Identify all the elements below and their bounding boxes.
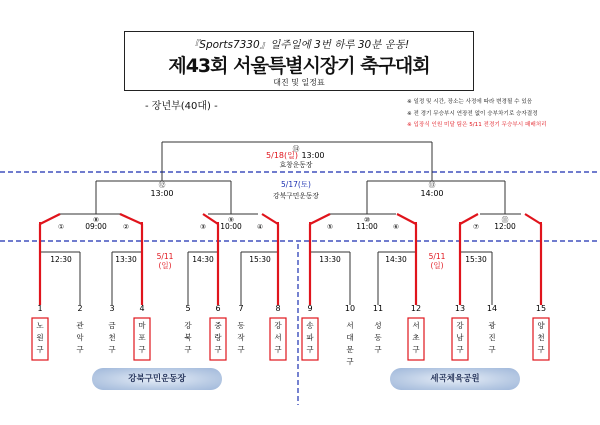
team-name-9-char-1: 송	[306, 321, 314, 330]
final-time: 13:00	[301, 151, 325, 160]
team-name-6-char-1: 중	[214, 321, 222, 330]
team-num-12: 12	[410, 304, 422, 313]
r2-time-2: 10:00	[220, 222, 242, 231]
team-name-11-char-2: 동	[374, 333, 382, 342]
team-num-14: 14	[486, 304, 498, 313]
final-venue: 효창운동장	[279, 161, 313, 169]
team-name-10-char-1: 서	[346, 321, 354, 330]
team-name-12-char-1: 서	[412, 321, 420, 330]
team-name-1-char-1: 노	[36, 321, 44, 330]
advance-line-4	[262, 214, 278, 224]
team-name-8-char-3: 구	[274, 345, 282, 354]
note-3: ※ 입장식 인원 미달 팀은 5/11 전경기 무승부시 패배처리	[407, 122, 547, 128]
team-name-5-char-2: 북	[184, 333, 192, 342]
division-label: - 장년부(40대) -	[145, 101, 218, 112]
r1-label-6: ⑥	[392, 223, 400, 231]
page-title: 제43회 서울특별시장기 축구대회	[168, 55, 430, 77]
team-name-5-char-3: 구	[184, 345, 192, 354]
team-name-15-char-1: 양	[537, 321, 545, 330]
r1-date-right	[429, 252, 446, 270]
r1-date-left-line-1: 5/11	[156, 252, 174, 261]
team-name-8-char-1: 강	[274, 321, 282, 330]
r1-label-7: ⑦	[472, 223, 480, 231]
r1-label-2: ②	[122, 223, 130, 231]
team-num-2: 2	[77, 304, 83, 313]
r2-label-1: ⑧	[92, 216, 100, 224]
team-name-15-char-2: 천	[537, 333, 545, 342]
team-num-10: 10	[344, 304, 356, 313]
r1-date-right-line-2: (일)	[430, 261, 444, 270]
r1-date-left-line-2: (일)	[158, 261, 172, 270]
team-name-14-char-1: 광	[488, 321, 496, 330]
page-subtitle: 대진 및 일정표	[273, 78, 325, 87]
team-name-12-char-3: 구	[412, 345, 420, 354]
team-name-1-char-3: 구	[36, 345, 44, 354]
team-name-6-char-2: 랑	[214, 333, 222, 342]
team-num-8: 8	[275, 304, 281, 313]
r1-date-right-line-1: 5/11	[428, 252, 446, 261]
r2-time-3: 11:00	[356, 222, 378, 231]
team-name-15-char-3: 구	[537, 345, 545, 354]
team-name-5-char-1: 강	[184, 321, 192, 330]
r1-label-5: ⑤	[326, 223, 334, 231]
team-name-3-char-1: 금	[108, 321, 116, 330]
team-name-6-char-3: 구	[214, 345, 222, 354]
team-name-2-char-3: 구	[76, 345, 84, 354]
semi-label-1: ⑫	[158, 181, 166, 189]
team-num-6: 6	[215, 304, 221, 313]
team-name-4-char-3: 구	[138, 345, 146, 354]
team-num-7: 7	[238, 304, 244, 313]
team-name-4-char-2: 포	[138, 333, 146, 342]
r1-time-3: 14:30	[192, 255, 214, 264]
r1-time-2: 13:30	[115, 255, 137, 264]
team-name-2-char-2: 악	[76, 333, 84, 342]
r1-time-1: 12:30	[50, 255, 72, 264]
team-name-11-char-3: 구	[374, 345, 382, 354]
r2-time-4: 12:00	[494, 222, 516, 231]
r1-time-5: 13:30	[319, 255, 341, 264]
final-date: 5/18(일)	[266, 151, 298, 160]
team-name-8-char-2: 서	[274, 333, 282, 342]
r1-label-4: ④	[256, 223, 264, 231]
team-name-3-char-2: 천	[108, 333, 116, 342]
advance-line-6	[397, 214, 416, 224]
r1-date-left	[157, 252, 174, 270]
team-num-1: 1	[37, 304, 43, 313]
team-num-4: 4	[139, 304, 145, 313]
slogan: 『Sports7330』일주일에 3번 하루 30분 운동!	[188, 39, 410, 51]
venue-right: 세곡체육공원	[390, 368, 520, 390]
team-name-13-char-1: 강	[456, 321, 464, 330]
team-name-9-char-3: 구	[306, 345, 314, 354]
team-name-7-char-2: 작	[237, 333, 245, 342]
team-name-11-char-1: 성	[374, 321, 382, 330]
team-name-10-char-2: 대	[346, 333, 354, 342]
team-name-14-char-2: 진	[488, 333, 496, 342]
r2-label-4: ⑪	[501, 216, 509, 224]
team-num-11: 11	[372, 304, 384, 313]
team-name-13-char-3: 구	[456, 345, 464, 354]
r2-label-2: ⑨	[227, 216, 235, 224]
r1-label-3: ③	[199, 223, 207, 231]
team-name-9-char-2: 파	[306, 333, 314, 342]
r1-label-1: ①	[57, 223, 65, 231]
team-name-3-char-3: 구	[108, 345, 116, 354]
semi-venue: 강북구민운동장	[273, 192, 319, 200]
team-num-9: 9	[307, 304, 313, 313]
semi-time-2: 14:00	[420, 189, 444, 198]
semi-date: 5/17(토)	[281, 180, 311, 189]
team-num-13: 13	[454, 304, 466, 313]
semi-label-2: ⑬	[428, 181, 436, 189]
team-name-4-char-1: 마	[138, 321, 146, 330]
r1-time-7: 15:30	[465, 255, 487, 264]
advance-line-8	[525, 214, 541, 224]
team-name-7-char-1: 동	[237, 321, 245, 330]
team-num-5: 5	[185, 304, 191, 313]
venue-left: 강북구민운동장	[92, 368, 222, 390]
team-num-3: 3	[109, 304, 115, 313]
team-name-1-char-2: 원	[36, 333, 44, 342]
r1-time-6: 14:30	[385, 255, 407, 264]
semi-time-1: 13:00	[150, 189, 174, 198]
r2-label-3: ⑩	[363, 216, 371, 224]
final-label: ⑭	[292, 145, 300, 153]
team-name-2-char-1: 관	[76, 321, 84, 330]
note-2: ※ 전 경기 무승부시 연장전 없이 승부차기로 승자결정	[407, 110, 538, 117]
team-name-7-char-3: 구	[237, 345, 245, 354]
team-name-10-char-3: 문	[346, 345, 354, 354]
team-name-10-char-4: 구	[346, 357, 354, 366]
r2-time-1: 09:00	[85, 222, 107, 231]
team-name-14-char-3: 구	[488, 345, 496, 354]
team-name-13-char-2: 남	[456, 333, 464, 342]
note-1: ※ 일정 및 시간, 장소는 사정에 따라 변경될 수 있음	[407, 99, 533, 105]
team-num-15: 15	[535, 304, 547, 313]
team-name-12-char-2: 초	[412, 333, 420, 342]
r1-time-4: 15:30	[249, 255, 271, 264]
